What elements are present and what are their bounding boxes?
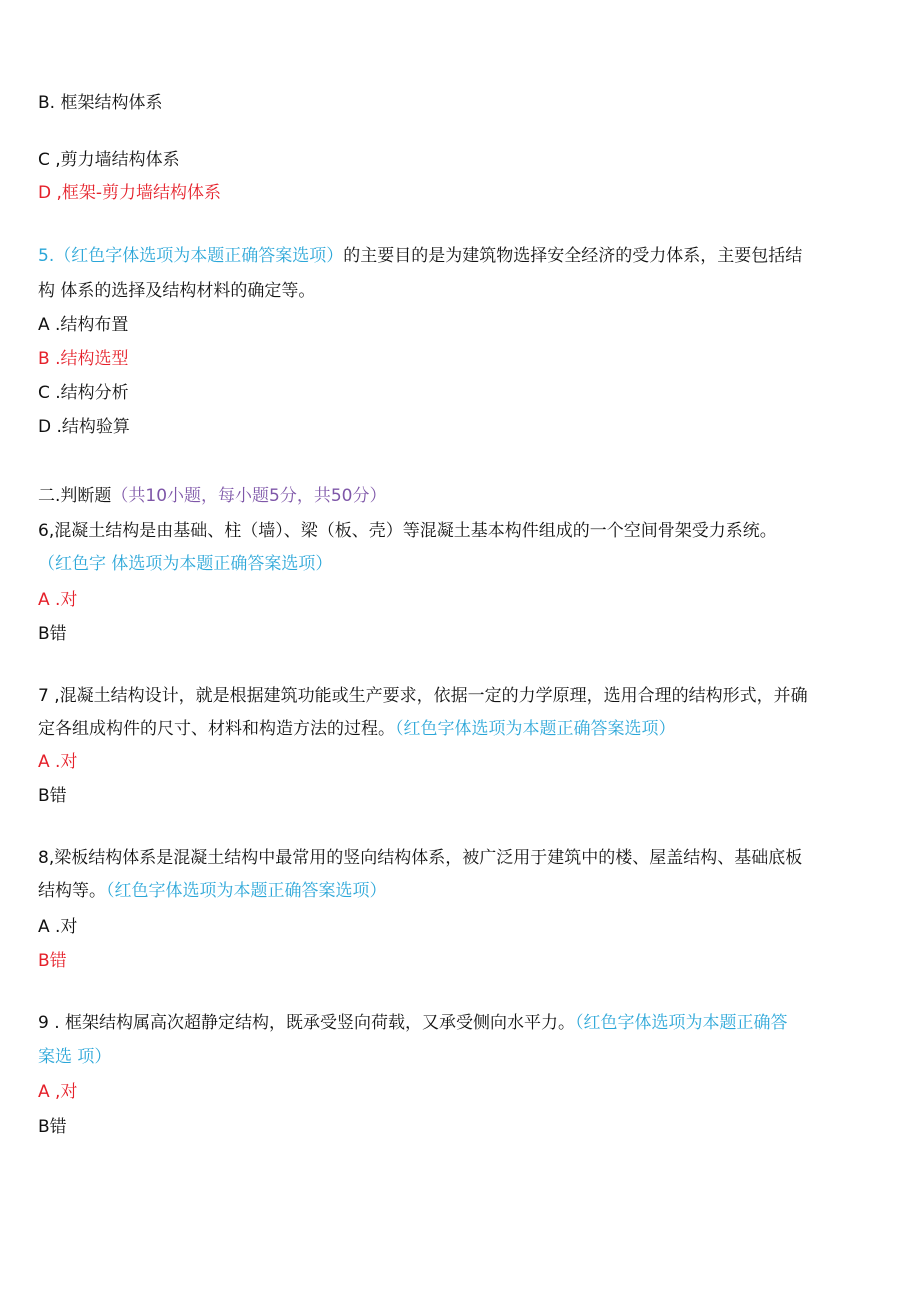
q9-hint-part2: 案选 项） (38, 1047, 112, 1067)
q8-stem-line1: 8,梁板结构体系是混凝土结构中最常用的竖向结构体系，被广泛用于建筑中的楼、屋盖结构、基础底板 (38, 848, 803, 868)
q8-option-b-correct: B错 (38, 951, 67, 971)
q4-option-d-correct: D ,框架-剪力墙结构体系 (38, 183, 222, 203)
q5-option-b-correct: B .结构选型 (38, 349, 129, 369)
q5-stem-line1 (38, 245, 802, 267)
q6-stem-line1: 6,混凝土结构是由基础、柱（墙）、梁（板、壳）等混凝土基本构件组成的一个空间骨架受力系统。 (38, 521, 777, 541)
q9-option-b: B错 (38, 1117, 67, 1137)
q6-option-a-correct: A .对 (38, 590, 78, 610)
section-heading (38, 485, 387, 507)
section-note: （共10小题，每小题5分，共50分） (111, 486, 387, 506)
q8-option-a: A .对 (38, 917, 78, 937)
q7-stem-text: 定各组成构件的尺寸、材料和构造方法的过程。 (38, 719, 395, 739)
q8-stem-text: 结构等。 (38, 881, 106, 901)
q9-option-a-correct: A ,对 (38, 1082, 78, 1102)
q7-option-b: B错 (38, 786, 67, 806)
q8-hint: （红色字体选项为本题正确答案选项） (106, 881, 387, 901)
q7-stem-line2 (38, 718, 676, 740)
q9-hint-part1: （红色字体选项为本题正确答 (575, 1013, 788, 1033)
q5-stem-text: 的主要目的是为建筑物选择安全经济的受力体系，主要包括结 (343, 246, 803, 266)
q7-option-a-correct: A .对 (38, 752, 78, 772)
section-title: 二.判断题 (38, 486, 112, 506)
q5-number: 5. (38, 246, 55, 266)
q7-hint: （红色字体选项为本题正确答案选项） (395, 719, 676, 739)
q5-option-d: D .结构验算 (38, 417, 130, 437)
q6-hint: （红色字 体选项为本题正确答案选项） (38, 554, 333, 574)
q4-option-c: C ,剪力墙结构体系 (38, 150, 180, 170)
q5-hint: （红色字体选项为本题正确答案选项） (54, 246, 344, 266)
q8-stem-line2 (38, 880, 387, 902)
q9-stem-text: 9 . 框架结构属高次超静定结构，既承受竖向荷载，又承受侧向水平力。 (38, 1013, 576, 1033)
q4-option-b: B. 框架结构体系 (38, 93, 163, 113)
q6-option-b: B错 (38, 624, 67, 644)
q7-stem-line1: 7 ,混凝土结构设计，就是根据建筑功能或生产要求，依据一定的力学原理，选用合理的结构形式，并确 (38, 686, 808, 706)
q5-option-c: C .结构分析 (38, 383, 129, 403)
q5-option-a: A .结构布置 (38, 315, 129, 335)
q9-stem-line1 (38, 1012, 788, 1034)
q5-stem-line2: 构 体系的选择及结构材料的确定等。 (38, 281, 316, 301)
